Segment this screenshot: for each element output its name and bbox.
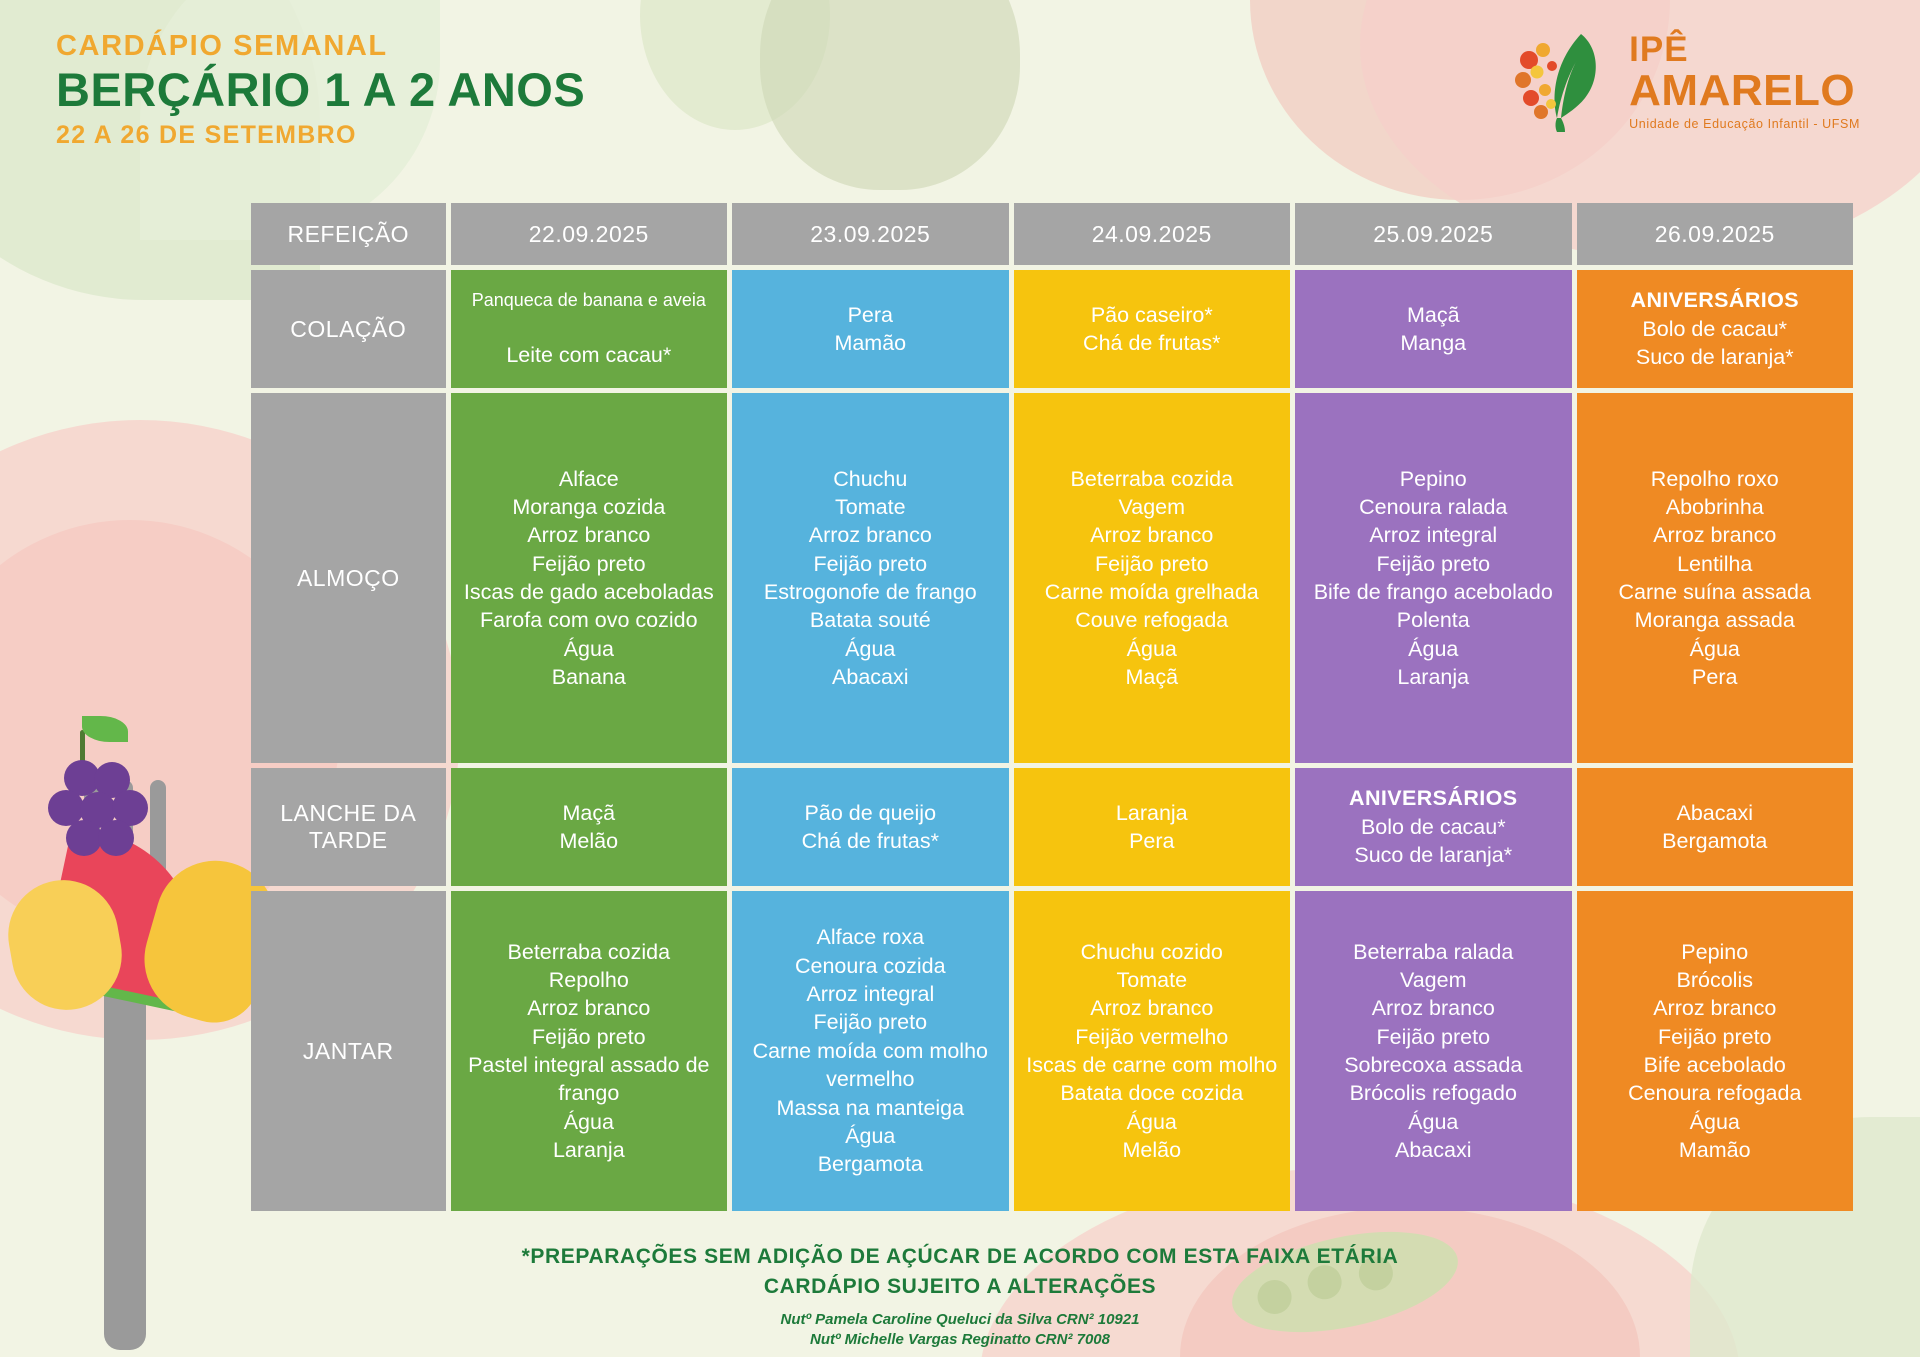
table-row [251, 393, 1853, 763]
logo-subtitle: Unidade de Educação Infantil - UFSM [1629, 116, 1860, 131]
column-header-day-5: 26.09.2025 [1577, 203, 1854, 265]
meal-label-almoco: ALMOÇO [251, 393, 446, 763]
menu-cell: ANIVERSÁRIOS Bolo de cacau* Suco de laranja* [1577, 270, 1854, 388]
title-line-2: BERÇÁRIO 1 A 2 ANOS [56, 63, 586, 116]
table-header-row [251, 203, 1853, 265]
logo [1511, 26, 1860, 136]
title-line-1: CARDÁPIO SEMANAL [56, 30, 388, 62]
menu-cell: Alface Moranga cozida Arroz branco Feijão preto Iscas de gado aceboladas Farofa com ovo cozido Água Banana [451, 393, 727, 763]
table-row [251, 270, 1853, 388]
menu-cell: Pera Mamão [732, 270, 1008, 388]
footer [0, 1245, 1920, 1348]
menu-cell: Laranja Pera [1014, 768, 1290, 886]
page-title [56, 30, 585, 150]
column-header-day-2: 23.09.2025 [732, 203, 1008, 265]
footer-nutritionist-2: Nutº Michelle Vargas Reginatto CRN² 7008 [810, 1331, 1110, 1348]
logo-name-bottom: AMARELO [1629, 65, 1856, 115]
menu-cell: Maçã Manga [1295, 270, 1571, 388]
meal-label-colacao: COLAÇÃO [251, 270, 446, 388]
column-header-day-1: 22.09.2025 [451, 203, 727, 265]
menu-cell: Pepino Cenoura ralada Arroz integral Feijão preto Bife de frango acebolado Polenta Água Laranja [1295, 393, 1571, 763]
table-row [251, 768, 1853, 886]
menu-cell: Repolho roxo Abobrinha Arroz branco Lentilha Carne suína assada Moranga assada Água Pera [1577, 393, 1854, 763]
menu-cell: ANIVERSÁRIOS Bolo de cacau* Suco de laranja* [1295, 768, 1571, 886]
menu-cell: Pepino Brócolis Arroz branco Feijão preto Bife acebolado Cenoura refogada Água Mamão [1577, 891, 1854, 1211]
footer-nutritionist-1: Nutº Pamela Caroline Queluci da Silva CRN² 10921 [780, 1311, 1140, 1328]
column-header-day-3: 24.09.2025 [1014, 203, 1290, 265]
grapes-icon [20, 750, 150, 870]
footer-note-sugar: *PREPARAÇÕES SEM ADIÇÃO DE AÇÚCAR DE ACORDO COM ESTA FAIXA ETÁRIA [521, 1245, 1399, 1268]
weekly-menu-table [246, 198, 1858, 1216]
meal-label-jantar: JANTAR [251, 891, 446, 1211]
menu-cell: Abacaxi Bergamota [1577, 768, 1854, 886]
meal-label-lanche: LANCHE DA TARDE [251, 768, 446, 886]
title-line-3: 22 A 26 DE SETEMBRO [56, 121, 357, 150]
menu-cell: Pão caseiro* Chá de frutas* [1014, 270, 1290, 388]
menu-cell: Maçã Melão [451, 768, 727, 886]
table-row [251, 891, 1853, 1211]
menu-cell: Chuchu cozido Tomate Arroz branco Feijão vermelho Iscas de carne com molho Batata doce cozida Água Melão [1014, 891, 1290, 1211]
leaf-shape-icon [760, 0, 1020, 190]
menu-cell: Beterraba cozida Repolho Arroz branco Feijão preto Pastel integral assado de frango Água Laranja [451, 891, 727, 1211]
menu-cell: Beterraba cozida Vagem Arroz branco Feijão preto Carne moída grelhada Couve refogada Água Maçã [1014, 393, 1290, 763]
logo-name-top: IPÊ [1629, 29, 1689, 69]
menu-cell: Pão de queijo Chá de frutas* [732, 768, 1008, 886]
menu-cell: Panqueca de banana e aveia Leite com cacau* [451, 270, 727, 388]
column-header-day-4: 25.09.2025 [1295, 203, 1571, 265]
footer-note-changes: CARDÁPIO SUJEITO A ALTERAÇÕES [763, 1275, 1157, 1298]
menu-cell: Beterraba ralada Vagem Arroz branco Feijão preto Sobrecoxa assada Brócolis refogado Água Abacaxi [1295, 891, 1571, 1211]
menu-cell: Alface roxa Cenoura cozida Arroz integral Feijão preto Carne moída com molho vermelho Massa na manteiga Água Bergamota [732, 891, 1008, 1211]
ipe-amarelo-logo-icon [1511, 26, 1619, 136]
column-header-meal: REFEIÇÃO [251, 203, 446, 265]
menu-cell: Chuchu Tomate Arroz branco Feijão preto Estrogonofe de frango Batata souté Água Abacaxi [732, 393, 1008, 763]
